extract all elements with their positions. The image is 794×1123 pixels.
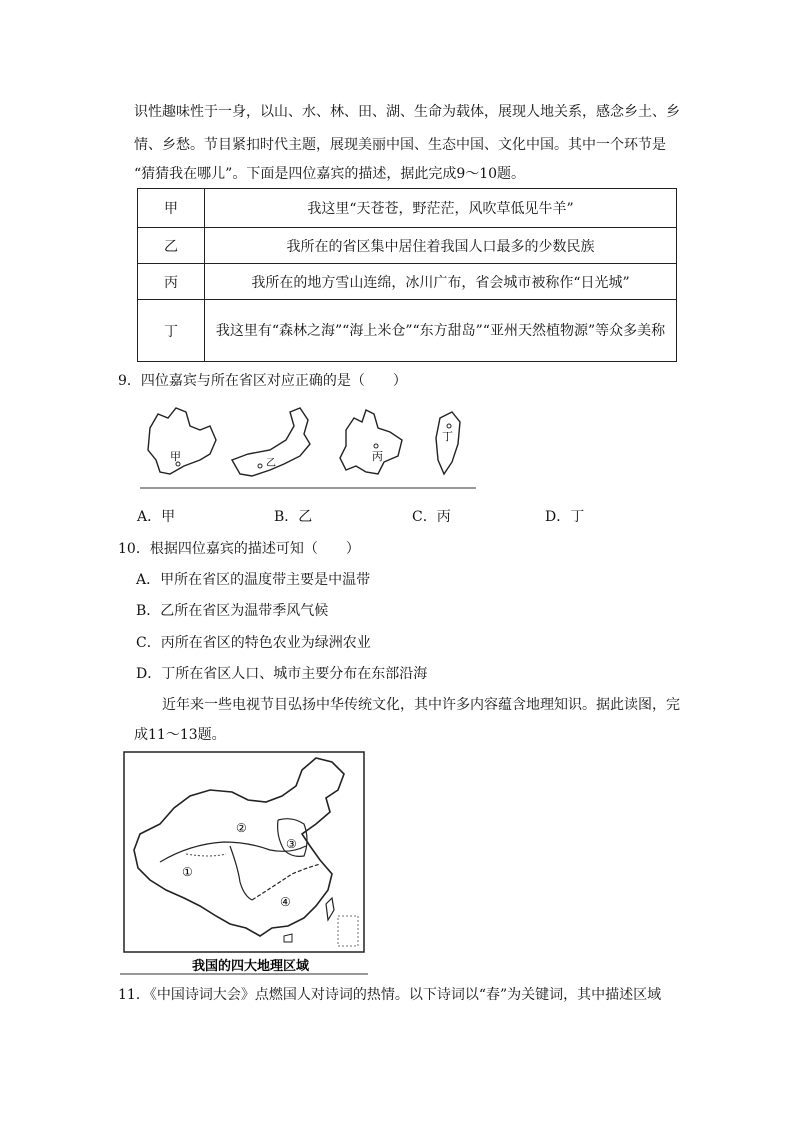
passage2-line-2: 成11～13题。 [134, 727, 226, 743]
q9-option-c: C．丙 [412, 509, 451, 525]
clue-cell: 我所在的地方雪山连绵，冰川广布，省会城市被称作“日光城” [205, 264, 677, 300]
province-outline-figure [140, 400, 480, 492]
clue-cell: 我所在的省区集中居住着我国人口最多的少数民族 [205, 228, 677, 264]
china-four-regions-map [120, 750, 370, 976]
q10-stem: 10．根据四位嘉宾的描述可知（ ） [118, 541, 360, 557]
guest-cell: 甲 [138, 189, 205, 228]
q9-stem: 9．四位嘉宾与所在省区对应正确的是（ ） [118, 373, 407, 389]
province-outline-jia [148, 408, 216, 474]
province-outline-ding [436, 412, 460, 474]
guest-cell: 丙 [138, 264, 205, 300]
region-label-1: ① [182, 865, 193, 879]
map-caption: 我国的四大地理区域 [192, 959, 310, 974]
q9-option-b: B．乙 [274, 509, 313, 525]
guest-cell: 丁 [138, 300, 205, 362]
table-row [138, 264, 677, 300]
q10-option-d: D．丁所在省区人口、城市主要分布在东部沿海 [136, 666, 428, 682]
guest-clue-table [137, 188, 677, 362]
clue-cell: 我这里有“森林之海”“海上米仓”“东方甜岛”“亚州天然植物源”等众多美称 [205, 300, 677, 362]
clue-cell: 我这里“天苍苍，野茫茫，风吹草低见牛羊” [205, 189, 677, 228]
intro-line-1: 识性趣味性于一身，以山、水、林、田、湖、生命为载体，展现人地关系，感念乡土、乡 [134, 104, 680, 120]
table-row [138, 228, 677, 264]
province-outline-bing [340, 410, 402, 474]
table-row [138, 189, 677, 228]
guest-cell: 乙 [138, 228, 205, 264]
intro-line-3: “猜猜我在哪儿”。下面是四位嘉宾的描述，据此完成9～10题。 [134, 166, 526, 182]
q10-option-b: B．乙所在省区为温带季风气候 [136, 603, 329, 619]
q9-option-a: A．甲 [137, 509, 176, 525]
map-label-yi: 乙 [266, 458, 276, 469]
q10-option-a: A．甲所在省区的温度带主要是中温带 [136, 572, 371, 588]
map-label-bing: 丙 [372, 450, 383, 463]
q9-option-d: D．丁 [545, 509, 585, 525]
q11-stem: 11．《中国诗词大会》点燃国人对诗词的热情。以下诗词以“春”为关键词，其中描述区域 [118, 987, 662, 1003]
map-label-ding: 丁 [442, 430, 453, 443]
region-label-4: ④ [280, 895, 291, 909]
q10-option-c: C．丙所在省区的特色农业为绿洲农业 [136, 635, 371, 651]
table-row [138, 300, 677, 362]
region-label-3: ③ [286, 837, 297, 851]
passage2-line-1: 近年来一些电视节目弘扬中华传统文化，其中许多内容蕴含地理知识。据此读图，完 [162, 697, 680, 713]
intro-line-2: 情、乡愁。节目紧扣时代主题，展现美丽中国、生态中国、文化中国。其中一个环节是 [134, 137, 666, 153]
region-label-2: ② [236, 821, 247, 835]
map-label-jia: 甲 [170, 450, 181, 463]
